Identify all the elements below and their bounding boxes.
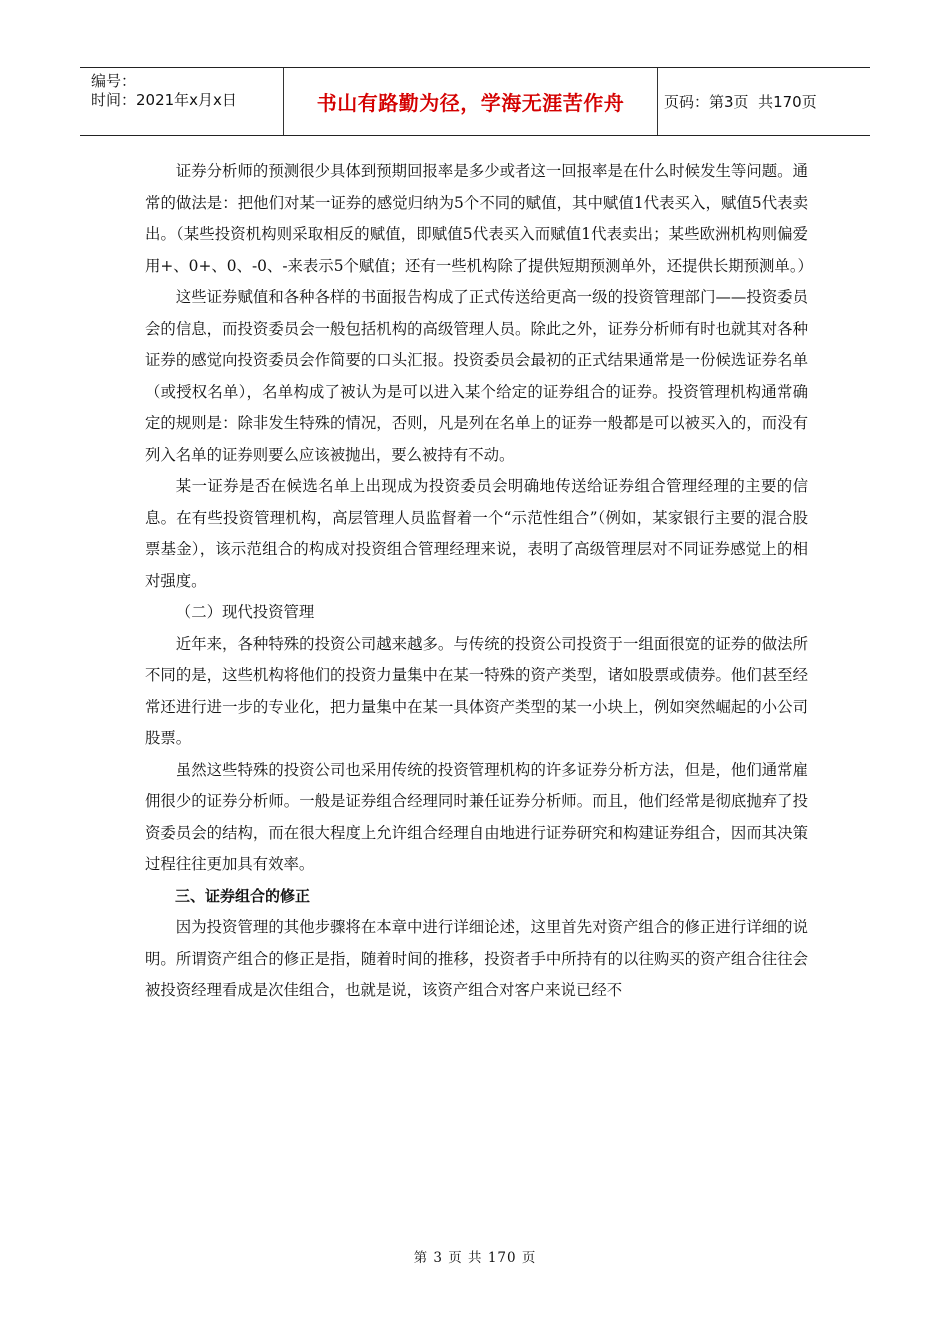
paragraph: 这些证券赋值和各种各样的书面报告构成了正式传送给更高一级的投资管理部门——投资委员会的信息，而投资委员会一般包括机构的高级管理人员。除此之外，证券分析师有时也就其对各种证券的感觉向投资委员会作简要的口头汇报。投资委员会最初的正式结果通常是一份候选证券名单（或授权名单），名单构成了被认为是可以进入某个给定的证券组合的证券。投资管理机构通常确定的规则是：除非发生特殊的情况，否则，凡是列在名单上的证券一般都是可以被买入的，而没有列入名单的证券则要么应该被抛出，要么被持有不动。 bbox=[145, 288, 808, 464]
header-table bbox=[80, 67, 870, 136]
paragraph: 某一证券是否在候选名单上出现成为投资委员会明确地传送给证券组合管理经理的主要的信息。在有些投资管理机构，高层管理人员监督着一个“示范性组合”（例如，某家银行主要的混合股票基金），该示范组合的构成对投资组合管理经理来说，表明了高级管理层对不同证券感觉上的相对强度。 bbox=[145, 477, 808, 590]
document-body bbox=[145, 156, 813, 1007]
paragraph: 证券分析师的预测很少具体到预期回报率是多少或者这一回报率是在什么时候发生等问题。通常的做法是：把他们对某一证券的感觉归纳为5个不同的赋值，其中赋值1代表买入，赋值5代表卖出。（某些投资机构则采取相反的赋值，即赋值5代表买入而赋值1代表卖出；某些欧洲机构则偏爱用+、0+、0、-0、-来表示5个赋值；还有一些机构除了提供短期预测单外，还提供长期预测单。） bbox=[145, 162, 813, 275]
header-meta bbox=[80, 68, 284, 135]
code-label: 编号： bbox=[91, 72, 137, 90]
subheading: （二）现代投资管理 bbox=[175, 603, 315, 621]
paragraph: 因为投资管理的其他步骤将在本章中进行详细论述，这里首先对资产组合的修正进行详细的说明。所谓资产组合的修正是指，随着时间的推移，投资者手中所持有的以往购买的资产组合往往会被投资经理看成是次佳组合，也就是说，该资产组合对客户来说已经不 bbox=[145, 918, 808, 999]
paragraph: 近年来，各种特殊的投资公司越来越多。与传统的投资公司投资于一组面很宽的证券的做法所不同的是，这些机构将他们的投资力量集中在某一特殊的资产类型，诸如股票或债券。他们甚至经常还进行进一步的专业化，把力量集中在某一具体资产类型的某一小块上，例如突然崛起的小公司股票。 bbox=[145, 634, 808, 747]
time-label: 时间：2021年x月x日 bbox=[91, 91, 237, 109]
page-footer: 第 3 页 共 170 页 bbox=[413, 1250, 537, 1266]
motto: 书山有路勤为径，学海无涯苦作舟 bbox=[284, 68, 658, 135]
paragraph: 虽然这些特殊的投资公司也采用传统的投资管理机构的许多证券分析方法，但是，他们通常雇佣很少的证券分析师。一般是证券组合经理同时兼任证券分析师。而且，他们经常是彻底抛弃了投资委员会的结构，而在很大程度上允许组合经理自由地进行证券研究和构建证券组合，因而其决策过程往往更加具有效率。 bbox=[145, 760, 808, 873]
section-heading: 三、证券组合的修正 bbox=[175, 886, 311, 905]
page-label: 页码：第3页 共170页 bbox=[664, 93, 817, 111]
header-page-info bbox=[658, 68, 870, 135]
